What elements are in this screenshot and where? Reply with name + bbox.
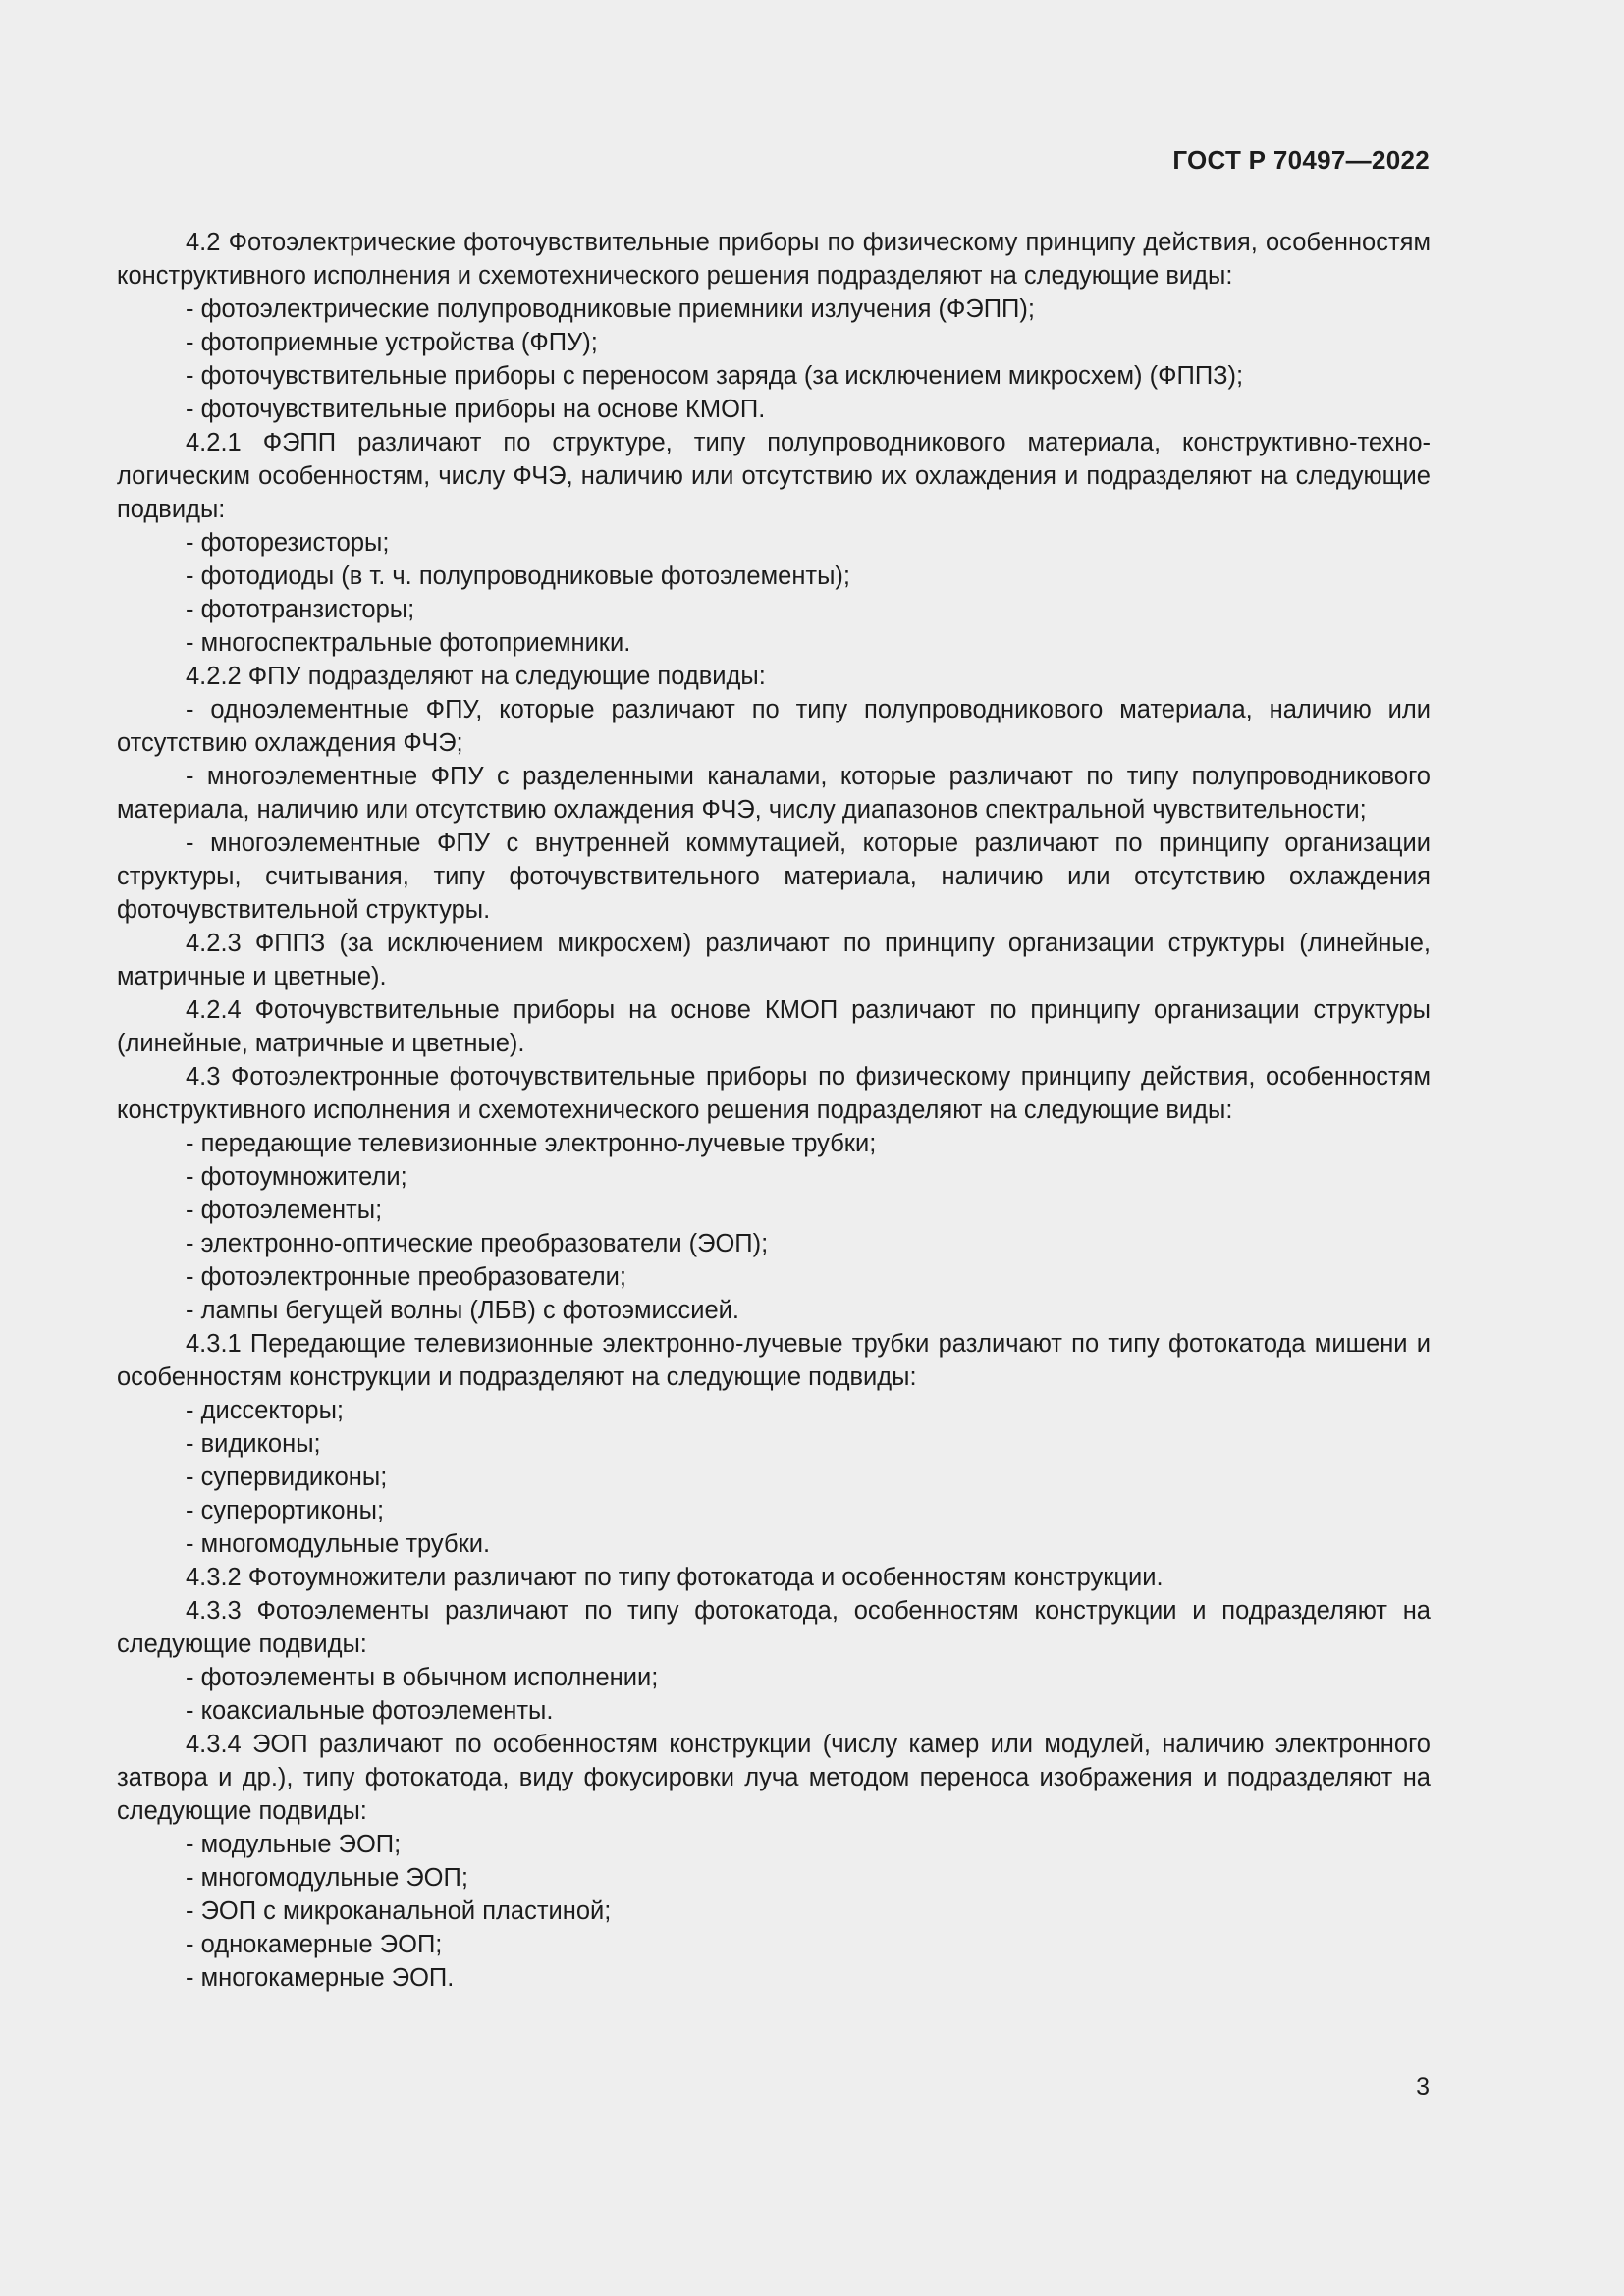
list-item: - видиконы; — [186, 1430, 321, 1458]
list-item: - фотоэлементы в обычном исполнении; — [186, 1664, 659, 1691]
paragraph: 4.3.4 ЭОП различают по особенностям конструкции (числу камер или модулей, наличию электронного затвора и др.), типу фотокатода, виду фокусировки луча методом переноса изображения и подразделяют на следующие подвиды: — [117, 1731, 1431, 1825]
list-item: - фотодиоды (в т. ч. полупроводниковые фотоэлементы); — [186, 562, 850, 590]
paragraph: 4.2.4 Фоточувствительные приборы на основе КМОП различают по принципу организации структуры (линейные, матричные и цветные). — [117, 996, 1431, 1057]
list-item: - коаксиальные фотоэлементы. — [186, 1697, 554, 1725]
list-item: - многоэлементные ФПУ с внутренней коммутацией, которые различают по принципу организации структуры, считывания, типу фоточувствительного материала, наличию или отсутствию охлаждения фоточувствительной структуры. — [117, 829, 1431, 924]
paragraph: 4.3.1 Передающие телевизионные электронно-лучевые трубки различают по типу фотокатода мишени и особенностям конструкции и подразделяют на следующие подвиды: — [117, 1330, 1431, 1391]
list-item: - фоточувствительные приборы с переносом заряда (за исключением микросхем) (ФППЗ); — [186, 362, 1244, 390]
paragraph: 4.3.3 Фотоэлементы различают по типу фотокатода, особенностям конструкции и подразделяют на следующие подвиды: — [117, 1597, 1431, 1658]
document-code: ГОСТ Р 70497—2022 — [1172, 145, 1430, 175]
list-item: - фотоприемные устройства (ФПУ); — [186, 329, 598, 356]
list-item: - фотоэлектронные преобразователи; — [186, 1263, 626, 1291]
list-item: - модульные ЭОП; — [186, 1831, 402, 1858]
paragraph: 4.2 Фотоэлектрические фоточувствительные приборы по физическому принципу действия, особенностям конструктивного исполнения и схемотехнического решения подразделяют на следующие виды: — [117, 229, 1431, 290]
list-item: - одноэлементные ФПУ, которые различают по типу полупроводникового материала, наличию или отсутствию охлаждения ФЧЭ; — [117, 696, 1431, 757]
list-item: - многоэлементные ФПУ с разделенными каналами, которые различают по типу полупроводникового материала, наличию или отсутствию охлаждения ФЧЭ, числу диапазонов спектральной чувствительности; — [117, 763, 1431, 824]
list-item: - многомодульные трубки. — [186, 1530, 491, 1558]
paragraph: 4.2.3 ФППЗ (за исключением микросхем) различают по принципу организации структуры (линейные, матричные и цветные). — [117, 930, 1431, 990]
paragraph: 4.2.1 ФЭПП различают по структуре, типу полупроводникового материала, конструктивно-технологическим особенностям, числу ФЧЭ, наличию или отсутствию их охлаждения и подразделяют на следующие подвиды: — [117, 429, 1431, 523]
document-body — [117, 226, 1431, 1995]
list-item: - однокамерные ЭОП; — [186, 1931, 443, 1958]
list-item: - лампы бегущей волны (ЛБВ) с фотоэмиссией. — [186, 1297, 740, 1324]
list-item: - ЭОП с микроканальной пластиной; — [186, 1897, 612, 1925]
list-item: - фоторезисторы; — [186, 529, 390, 557]
list-item: - передающие телевизионные электронно-лучевые трубки; — [186, 1130, 877, 1157]
list-item: - фотоэлементы; — [186, 1197, 383, 1224]
list-item: - многоспектральные фотоприемники. — [186, 629, 631, 657]
list-item: - фотоумножители; — [186, 1163, 407, 1191]
list-item: - многомодульные ЭОП; — [186, 1864, 468, 1892]
list-item: - электронно-оптические преобразователи (ЭОП); — [186, 1230, 769, 1257]
list-item: - фотоэлектрические полупроводниковые приемники излучения (ФЭПП); — [186, 295, 1035, 323]
list-item: - фоточувствительные приборы на основе КМОП. — [186, 396, 766, 423]
list-item: - диссекторы; — [186, 1397, 344, 1424]
paragraph: 4.3.2 Фотоумножители различают по типу фотокатода и особенностям конструкции. — [186, 1564, 1164, 1591]
list-item: - фототранзисторы; — [186, 596, 415, 623]
page-number: 3 — [1416, 2073, 1430, 2101]
paragraph: 4.3 Фотоэлектронные фоточувствительные приборы по физическому принципу действия, особенностям конструктивного исполнения и схемотехнического решения подразделяют на следующие виды: — [117, 1063, 1431, 1124]
list-item: - многокамерные ЭОП. — [186, 1964, 455, 1992]
paragraph: 4.2.2 ФПУ подразделяют на следующие подвиды: — [186, 663, 766, 690]
list-item: - суперортиконы; — [186, 1497, 385, 1524]
list-item: - супервидиконы; — [186, 1464, 388, 1491]
